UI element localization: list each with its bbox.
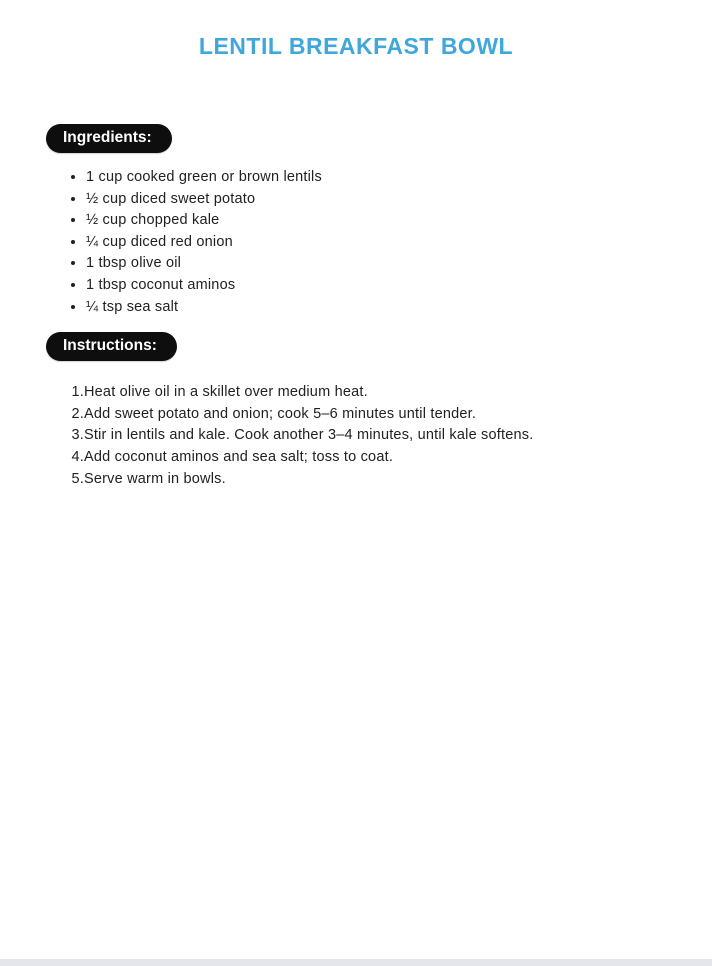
instructions-list (0, 382, 712, 490)
instruction-step: Serve warm in bowls. (84, 470, 226, 487)
page-bottom-edge (0, 959, 712, 966)
instruction-step: Heat olive oil in a skillet over medium heat. (84, 384, 368, 401)
instruction-step: Add coconut aminos and sea salt; toss to coat. (84, 448, 394, 465)
ingredient-item: • 1 tbsp coconut aminos (86, 275, 712, 297)
instructions-heading-badge: Instructions: (46, 332, 177, 361)
ingredient-item: • ¼ cup diced red onion (86, 232, 712, 254)
ingredient-item: • ½ cup diced sweet potato (86, 189, 712, 211)
ingredient-item: • 1 cup cooked green or brown lentils (86, 167, 712, 189)
instruction-step: Add sweet potato and onion; cook 5–6 minutes until tender. (84, 405, 477, 422)
page-title: LENTIL BREAKFAST BOWL (198, 33, 514, 59)
ingredients-heading-badge: Ingredients: (46, 124, 172, 153)
ingredient-item: • ¼ tsp sea salt (86, 297, 712, 319)
ingredient-item: • 1 tbsp olive oil (86, 253, 712, 275)
ingredients-list (0, 167, 712, 318)
ingredient-item: • ½ cup chopped kale (86, 210, 712, 232)
instruction-step: Stir in lentils and kale. Cook another 3–4 minutes, until kale softens. (84, 427, 534, 444)
